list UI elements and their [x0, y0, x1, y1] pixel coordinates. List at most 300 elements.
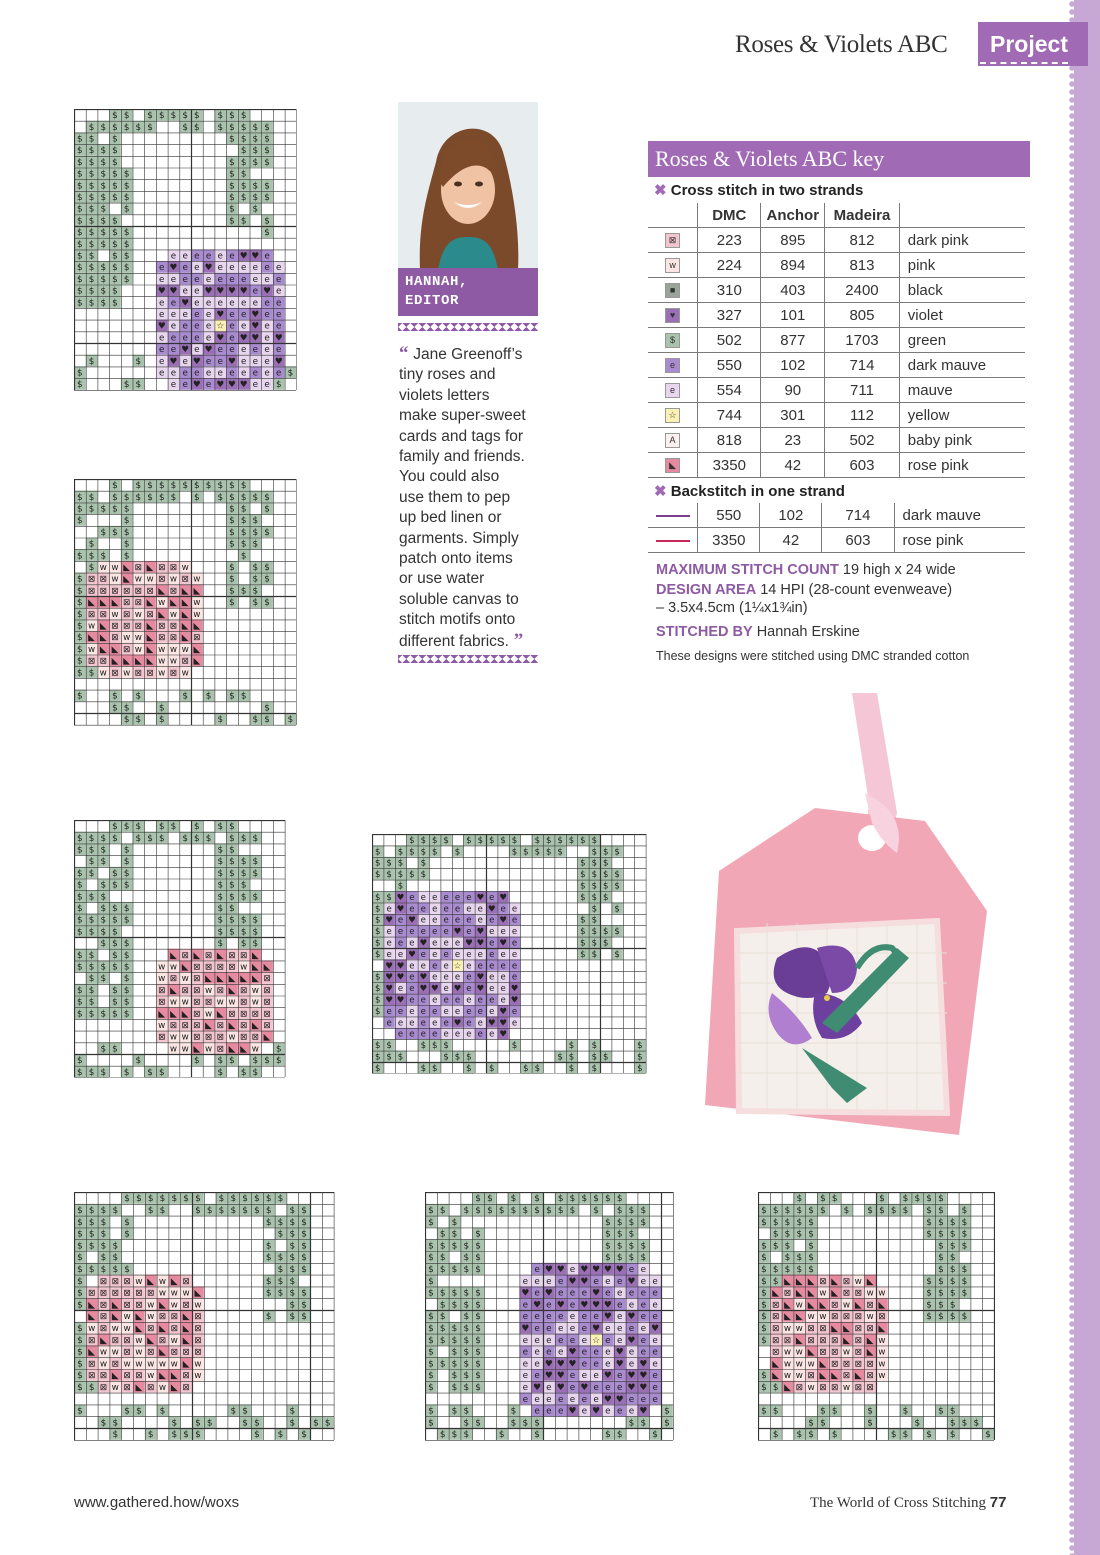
svg-text:$: $: [240, 927, 247, 938]
svg-text:$: $: [123, 880, 130, 891]
svg-text:⊠: ⊠: [819, 1383, 827, 1394]
svg-text:$: $: [949, 1276, 956, 1287]
svg-text:e: e: [593, 1347, 599, 1358]
svg-text:$: $: [100, 527, 107, 538]
svg-text:e: e: [466, 961, 472, 972]
svg-text:⊠: ⊠: [194, 1347, 202, 1358]
svg-text:$: $: [428, 1418, 434, 1429]
svg-text:$: $: [123, 539, 130, 550]
svg-text:◣: ◣: [146, 633, 154, 644]
svg-text:e: e: [500, 904, 506, 915]
key-row: [648, 278, 1025, 303]
svg-text:$: $: [77, 985, 83, 996]
svg-text:$: $: [112, 122, 118, 133]
svg-text:w: w: [842, 1347, 851, 1358]
svg-text:e: e: [205, 298, 212, 309]
svg-text:⊠: ⊠: [830, 1347, 839, 1358]
chart-grid: [372, 834, 647, 1074]
svg-text:$: $: [614, 881, 620, 892]
svg-text:$: $: [616, 1229, 623, 1240]
svg-text:$: $: [557, 1194, 564, 1205]
svg-text:$: $: [466, 1063, 472, 1074]
svg-text:$: $: [580, 892, 586, 903]
svg-text:e: e: [159, 333, 165, 344]
svg-text:$: $: [88, 356, 95, 367]
svg-text:$: $: [275, 380, 282, 391]
svg-text:⊠: ⊠: [866, 1359, 874, 1370]
svg-text:$: $: [88, 1265, 95, 1276]
svg-text:$: $: [591, 927, 598, 938]
svg-text:e: e: [240, 368, 247, 379]
svg-text:♥: ♥: [228, 380, 236, 391]
svg-text:e: e: [443, 961, 449, 972]
svg-text:⊠: ⊠: [193, 633, 201, 644]
svg-text:$: $: [252, 204, 259, 215]
svg-text:$: $: [428, 1206, 434, 1217]
svg-text:$: $: [640, 1241, 647, 1252]
svg-text:e: e: [194, 263, 200, 274]
svg-text:$: $: [569, 1194, 576, 1205]
svg-text:$: $: [252, 833, 259, 844]
svg-text:♥: ♥: [592, 1324, 601, 1335]
svg-text:$: $: [374, 847, 381, 858]
svg-text:⊠: ⊠: [134, 621, 143, 632]
svg-text:e: e: [466, 1006, 472, 1017]
svg-text:$: $: [77, 1265, 83, 1276]
svg-text:♥: ♥: [603, 1394, 612, 1405]
svg-text:e: e: [276, 368, 282, 379]
svg-text:w: w: [134, 609, 142, 620]
svg-text:e: e: [466, 1029, 472, 1040]
svg-text:e: e: [652, 1276, 658, 1287]
svg-text:$: $: [428, 1288, 434, 1299]
svg-text:e: e: [652, 1371, 658, 1382]
svg-text:e: e: [252, 356, 259, 367]
svg-text:$: $: [229, 216, 235, 227]
svg-text:w: w: [169, 962, 178, 973]
svg-text:e: e: [397, 1018, 404, 1029]
svg-text:⊠: ⊠: [123, 1383, 131, 1394]
svg-text:e: e: [170, 380, 177, 391]
svg-text:$: $: [265, 1253, 272, 1264]
svg-text:e: e: [605, 1383, 611, 1394]
chart-letter-j: [74, 820, 286, 1083]
svg-text:e: e: [182, 333, 188, 344]
svg-text:w: w: [134, 633, 142, 644]
svg-text:$: $: [195, 1418, 201, 1429]
svg-text:$: $: [88, 134, 95, 145]
svg-text:$: $: [112, 1265, 119, 1276]
svg-text:◣: ◣: [182, 1312, 190, 1323]
svg-text:$: $: [240, 880, 247, 891]
svg-text:♥: ♥: [615, 1265, 624, 1276]
svg-text:e: e: [159, 310, 165, 321]
svg-text:$: $: [949, 1300, 956, 1311]
svg-text:e: e: [652, 1347, 658, 1358]
svg-text:$: $: [182, 481, 188, 492]
footer-url: www.gathered.how/woxs: [74, 1494, 240, 1511]
quote-line: [399, 406, 539, 426]
svg-text:⊠: ⊠: [99, 1288, 108, 1299]
svg-text:$: $: [428, 1324, 434, 1335]
svg-text:e: e: [159, 356, 165, 367]
quote-line: [399, 569, 539, 589]
svg-text:⊠: ⊠: [111, 586, 119, 597]
svg-text:$: $: [534, 1430, 540, 1441]
svg-text:$: $: [252, 892, 259, 903]
svg-text:$: $: [463, 1430, 470, 1441]
svg-text:$: $: [580, 858, 586, 869]
svg-text:$: $: [487, 1194, 493, 1205]
svg-text:w: w: [99, 563, 107, 574]
svg-text:$: $: [229, 857, 235, 868]
svg-text:♥: ♥: [476, 984, 485, 995]
zigzag-divider: [398, 655, 538, 663]
svg-text:$: $: [534, 847, 541, 858]
svg-text:$: $: [100, 1229, 107, 1240]
svg-text:$: $: [593, 1194, 599, 1205]
svg-text:$: $: [77, 228, 83, 239]
svg-text:◣: ◣: [205, 974, 212, 985]
svg-text:♥: ♥: [157, 321, 166, 332]
svg-text:e: e: [182, 274, 188, 285]
svg-text:$: $: [831, 1430, 838, 1441]
svg-text:◣: ◣: [181, 962, 189, 973]
svg-text:e: e: [443, 995, 449, 1006]
svg-text:⊠: ⊠: [771, 1335, 780, 1346]
svg-text:w: w: [181, 1032, 189, 1043]
svg-text:$: $: [614, 949, 620, 960]
svg-text:♥: ♥: [580, 1276, 589, 1287]
svg-text:$: $: [938, 1300, 944, 1311]
svg-text:♥: ♥: [216, 333, 225, 344]
svg-text:w: w: [204, 1009, 213, 1020]
svg-text:$: $: [88, 492, 95, 503]
svg-text:w: w: [819, 1312, 827, 1323]
svg-text:e: e: [534, 1347, 540, 1358]
key-row: [648, 403, 1025, 428]
svg-text:$: $: [112, 1241, 119, 1252]
svg-text:$: $: [136, 1194, 142, 1205]
svg-text:$: $: [242, 1406, 248, 1417]
svg-text:e: e: [159, 368, 165, 379]
svg-text:$: $: [252, 927, 259, 938]
svg-text:⊠: ⊠: [783, 1288, 792, 1299]
svg-text:⊠: ⊠: [87, 656, 96, 667]
svg-text:e: e: [581, 1312, 588, 1323]
svg-text:$: $: [289, 1217, 296, 1228]
svg-text:⊠: ⊠: [819, 1276, 827, 1287]
svg-text:e: e: [652, 1383, 658, 1394]
svg-text:$: $: [591, 835, 598, 846]
svg-text:$: $: [240, 915, 247, 926]
svg-text:$: $: [428, 1347, 434, 1358]
svg-text:$: $: [301, 1253, 307, 1264]
svg-text:w: w: [181, 563, 189, 574]
svg-text:$: $: [100, 146, 107, 157]
svg-text:e: e: [569, 1383, 576, 1394]
key-row: [648, 353, 1025, 378]
svg-text:$: $: [926, 1229, 932, 1240]
svg-text:e: e: [252, 298, 259, 309]
svg-text:◣: ◣: [878, 1300, 886, 1311]
svg-text:$: $: [112, 950, 118, 961]
svg-text:$: $: [761, 1324, 767, 1335]
svg-text:$: $: [796, 1194, 803, 1205]
svg-text:$: $: [252, 1056, 259, 1067]
svg-text:◣: ◣: [866, 1276, 874, 1287]
svg-text:◣: ◣: [111, 1300, 119, 1311]
svg-text:$: $: [171, 1194, 178, 1205]
svg-text:e: e: [229, 298, 235, 309]
svg-text:$: $: [158, 492, 165, 503]
key-cell-name: green: [899, 328, 1025, 353]
svg-text:♥: ♥: [385, 961, 393, 972]
svg-text:⊠: ⊠: [158, 985, 166, 996]
svg-text:$: $: [240, 504, 247, 515]
svg-text:$: $: [463, 1383, 470, 1394]
svg-text:♥: ♥: [228, 356, 236, 367]
svg-text:◣: ◣: [159, 1324, 166, 1335]
svg-text:$: $: [100, 181, 107, 192]
svg-text:$: $: [77, 193, 83, 204]
svg-text:⊠: ⊠: [866, 1300, 874, 1311]
svg-text:e: e: [409, 984, 415, 995]
svg-text:e: e: [569, 1312, 576, 1323]
svg-text:$: $: [264, 193, 270, 204]
svg-text:⊠: ⊠: [99, 586, 107, 597]
svg-text:⊠: ⊠: [146, 668, 154, 679]
svg-text:$: $: [616, 1253, 623, 1264]
svg-text:$: $: [217, 111, 224, 122]
thread-symbol-icon: A: [665, 433, 680, 448]
svg-text:w: w: [878, 1335, 886, 1346]
svg-text:e: e: [229, 368, 235, 379]
svg-text:◣: ◣: [795, 1335, 803, 1346]
svg-text:$: $: [265, 1217, 272, 1228]
svg-text:⊠: ⊠: [170, 1347, 179, 1358]
svg-text:◣: ◣: [795, 1312, 803, 1323]
svg-text:♥: ♥: [627, 1383, 636, 1394]
svg-text:$: $: [451, 1288, 458, 1299]
svg-text:e: e: [640, 1288, 647, 1299]
svg-text:♥: ♥: [639, 1383, 648, 1394]
svg-text:⊠: ⊠: [239, 997, 248, 1008]
svg-text:w: w: [878, 1288, 886, 1299]
svg-text:$: $: [112, 274, 118, 285]
key-column-header: [648, 203, 698, 228]
svg-text:$: $: [229, 868, 235, 879]
svg-text:$: $: [217, 868, 224, 879]
svg-text:⊠: ⊠: [170, 1324, 179, 1335]
svg-text:e: e: [593, 1394, 599, 1405]
svg-text:w: w: [193, 574, 201, 585]
svg-text:⊠: ⊠: [216, 1032, 224, 1043]
svg-text:$: $: [88, 997, 95, 1008]
svg-text:e: e: [229, 345, 235, 356]
svg-text:e: e: [489, 1006, 495, 1017]
svg-text:e: e: [397, 915, 404, 926]
svg-text:◣: ◣: [147, 1276, 155, 1287]
svg-text:$: $: [580, 949, 586, 960]
svg-text:◣: ◣: [878, 1324, 886, 1335]
key-cell-madeira: 112: [825, 403, 900, 428]
svg-text:$: $: [784, 1206, 791, 1217]
svg-text:$: $: [831, 1406, 838, 1417]
svg-text:w: w: [111, 609, 119, 620]
svg-text:♥: ♥: [580, 1265, 589, 1276]
svg-text:$: $: [454, 1052, 461, 1063]
svg-text:e: e: [443, 938, 449, 949]
svg-text:$: $: [534, 835, 541, 846]
svg-text:$: $: [289, 1418, 296, 1429]
svg-text:⊠: ⊠: [239, 1009, 248, 1020]
svg-text:$: $: [252, 527, 259, 538]
svg-text:e: e: [581, 1371, 588, 1382]
svg-text:e: e: [628, 1359, 635, 1370]
svg-text:$: $: [100, 927, 107, 938]
svg-text:e: e: [240, 321, 247, 332]
svg-text:e: e: [652, 1300, 658, 1311]
svg-text:$: $: [428, 1253, 434, 1264]
svg-text:⊠: ⊠: [251, 1032, 260, 1043]
svg-text:e: e: [397, 938, 404, 949]
open-quote-icon: “: [399, 343, 414, 364]
svg-text:$: $: [123, 939, 130, 950]
svg-text:$: $: [112, 193, 118, 204]
svg-text:⊠: ⊠: [239, 1021, 248, 1032]
key-cell-name: mauve: [899, 378, 1025, 403]
key-cell-anchor: 90: [761, 378, 825, 403]
svg-text:$: $: [77, 586, 83, 597]
svg-text:e: e: [397, 1006, 404, 1017]
svg-text:w: w: [807, 1359, 815, 1370]
key-cell-madeira: 502: [825, 428, 900, 453]
svg-text:$: $: [949, 1288, 956, 1299]
svg-text:$: $: [252, 915, 259, 926]
svg-text:$: $: [557, 1052, 563, 1063]
svg-text:$: $: [949, 1430, 956, 1441]
zigzag-divider: [398, 323, 538, 331]
svg-text:$: $: [264, 228, 270, 239]
svg-text:$: $: [313, 1418, 319, 1429]
svg-text:$: $: [123, 985, 130, 996]
svg-text:e: e: [409, 927, 415, 938]
svg-text:$: $: [534, 1194, 540, 1205]
svg-text:w: w: [251, 997, 259, 1008]
svg-text:⊠: ⊠: [111, 621, 119, 632]
svg-text:♥: ♥: [408, 949, 416, 960]
svg-text:⊠: ⊠: [194, 1312, 202, 1323]
svg-text:$: $: [591, 881, 598, 892]
svg-text:$: $: [487, 1206, 493, 1217]
svg-text:$: $: [374, 995, 381, 1006]
svg-text:⊠: ⊠: [146, 1383, 155, 1394]
svg-text:$: $: [439, 1229, 446, 1240]
svg-text:$: $: [428, 1383, 434, 1394]
svg-text:$: $: [88, 216, 95, 227]
svg-text:e: e: [628, 1288, 635, 1299]
svg-text:$: $: [761, 1288, 767, 1299]
svg-text:$: $: [772, 1430, 779, 1441]
svg-text:$: $: [973, 1418, 980, 1429]
svg-text:e: e: [264, 310, 270, 321]
svg-text:◣: ◣: [181, 609, 189, 620]
svg-text:$: $: [229, 481, 235, 492]
svg-text:e: e: [264, 251, 270, 262]
svg-text:$: $: [914, 1194, 921, 1205]
svg-text:♥: ♥: [627, 1371, 636, 1382]
svg-text:e: e: [557, 1347, 564, 1358]
thread-symbol-icon: ⊠: [665, 233, 680, 248]
svg-text:$: $: [147, 1067, 153, 1078]
svg-text:♥: ♥: [274, 356, 283, 367]
svg-text:$: $: [301, 1206, 307, 1217]
svg-text:$: $: [217, 1067, 224, 1078]
svg-text:♥: ♥: [556, 1265, 565, 1276]
svg-text:⊠: ⊠: [134, 586, 143, 597]
svg-text:$: $: [640, 1253, 647, 1264]
svg-text:$: $: [123, 950, 130, 961]
svg-text:⊠: ⊠: [158, 563, 166, 574]
svg-text:$: $: [182, 111, 188, 122]
svg-text:⊠: ⊠: [239, 1032, 248, 1043]
svg-text:$: $: [88, 539, 95, 550]
svg-text:$: $: [112, 1253, 119, 1264]
svg-text:$: $: [112, 251, 118, 262]
svg-text:e: e: [397, 927, 404, 938]
svg-text:◣: ◣: [134, 656, 142, 667]
svg-text:⊠: ⊠: [193, 974, 201, 985]
svg-text:$: $: [123, 516, 130, 527]
svg-text:e: e: [534, 1406, 540, 1417]
svg-text:$: $: [159, 1206, 166, 1217]
svg-text:e: e: [652, 1359, 658, 1370]
quote-text: garments. Simply: [399, 529, 519, 547]
svg-text:$: $: [77, 997, 83, 1008]
svg-text:$: $: [277, 1253, 284, 1264]
key-cell-anchor: 894: [761, 253, 825, 278]
svg-text:e: e: [640, 1276, 647, 1287]
svg-text:♥: ♥: [521, 1324, 530, 1335]
svg-text:◣: ◣: [158, 586, 166, 597]
svg-text:$: $: [77, 368, 83, 379]
svg-text:⊠: ⊠: [216, 1021, 224, 1032]
svg-text:$: $: [511, 1041, 518, 1052]
svg-text:◣: ◣: [772, 1359, 780, 1370]
svg-text:$: $: [77, 845, 83, 856]
svg-text:$: $: [147, 111, 153, 122]
svg-text:e: e: [443, 949, 449, 960]
svg-text:e: e: [593, 1359, 599, 1370]
svg-text:$: $: [277, 1229, 284, 1240]
svg-text:$: $: [637, 1052, 643, 1063]
svg-text:$: $: [229, 892, 235, 903]
svg-text:$: $: [488, 835, 495, 846]
svg-text:e: e: [466, 949, 472, 960]
svg-text:$: $: [534, 1206, 540, 1217]
svg-text:⊠: ⊠: [854, 1335, 863, 1346]
svg-text:e: e: [240, 310, 247, 321]
svg-text:$: $: [605, 1241, 611, 1252]
svg-text:$: $: [428, 1406, 434, 1417]
svg-text:e: e: [443, 892, 449, 903]
key-cell-dmc: 502: [698, 328, 761, 353]
svg-text:$: $: [240, 111, 247, 122]
svg-text:$: $: [230, 1206, 237, 1217]
svg-text:$: $: [77, 504, 83, 515]
svg-text:♥: ♥: [568, 1406, 577, 1417]
